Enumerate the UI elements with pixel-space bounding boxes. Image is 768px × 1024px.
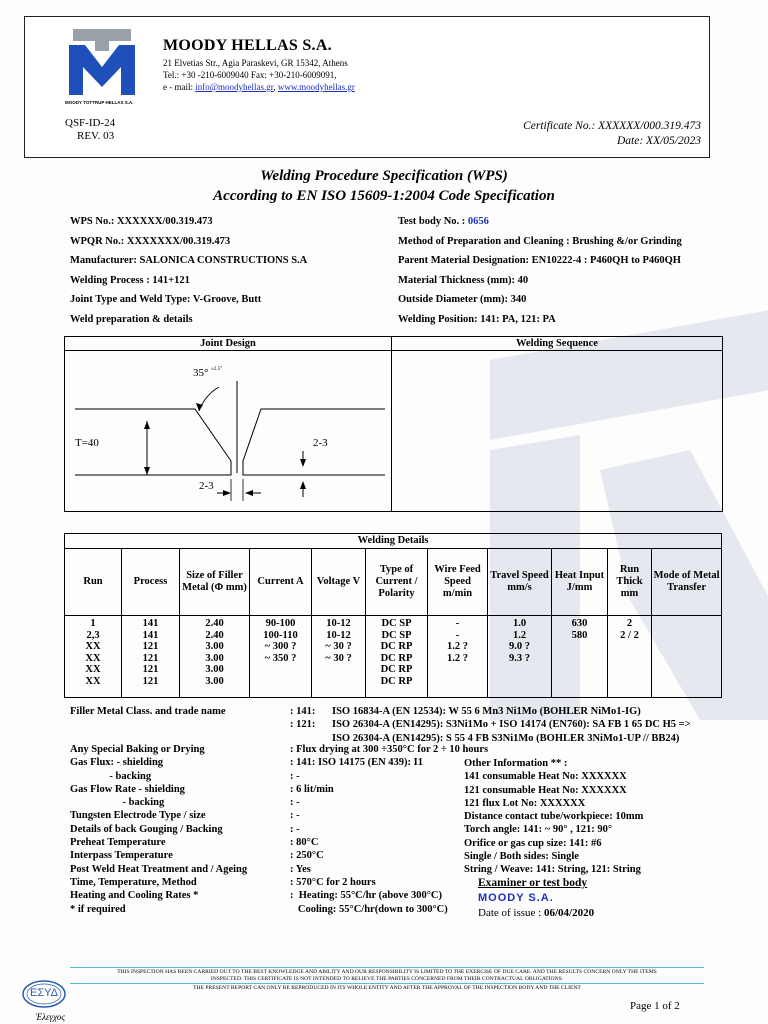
- welding-details-cell: [653, 641, 720, 653]
- welding-details-cell: [251, 676, 310, 688]
- company-name: MOODY HELLAS S.A.: [163, 37, 332, 54]
- parameter-value: : 250°C: [290, 850, 324, 862]
- root-gap-label: 2-3: [199, 480, 214, 492]
- welding-details-header-cell: Voltage V: [312, 549, 366, 616]
- email-prefix: e - mail:: [163, 82, 196, 92]
- welding-details-table: [64, 533, 722, 698]
- parameter-values: [290, 743, 488, 916]
- welding-details-cell: -: [455, 618, 460, 629]
- parameter-label: Post Weld Heat Treatment and / Ageing: [70, 863, 248, 875]
- welding-details-cell: [609, 676, 650, 688]
- welding-details-cell: DC SP: [381, 618, 412, 629]
- other-info-item: Distance contact tube/workpiece: 10mm: [464, 811, 644, 823]
- welding-details-cell: ~ 30 ?: [325, 641, 352, 652]
- wpqr-number: WPQR No.: XXXXXXX/00.319.473: [70, 235, 231, 247]
- weld-preparation: Weld preparation & details: [70, 313, 193, 325]
- welding-details-column: [65, 616, 122, 698]
- welding-details-cell: [429, 676, 486, 688]
- wps-fields-left: [70, 212, 307, 329]
- parameter-value: : -: [290, 823, 300, 835]
- welding-details-header-cell: Travel Speed mm/s: [488, 549, 552, 616]
- welding-details-header-cell: Heat Input J/mm: [552, 549, 608, 616]
- esyd-accreditation-logo: [20, 978, 68, 1012]
- welding-details-cell: ~ 350 ?: [264, 652, 297, 664]
- examiner-title: Examiner or test body: [478, 877, 588, 889]
- filler-line-121: : 121: ISO 26304-A (EN14295): S3Ni1Mo + ISO 14174 (EN760): SA FB 1 65 DC H5 =>: [290, 719, 691, 731]
- welding-details-cell: [553, 641, 606, 653]
- filler-line-141: : 141: ISO 16834-A (EN 12534): W 55 6 Mn3 Ni1Mo (BOHLER NiMo1-IG): [290, 706, 641, 717]
- welding-details-column: [552, 616, 608, 698]
- parameter-label: - backing: [70, 770, 152, 782]
- company-phone: Tel.: +30 -210-6009040 Fax: +30-210-6009091,: [163, 70, 337, 80]
- welding-details-cell: DC RP: [380, 675, 413, 687]
- joint-type: Joint Type and Weld Type: V-Groove, Butt: [70, 294, 262, 305]
- company-address: 21 Elvetias Str., Agia Paraskevi, GR 15342, Athens: [163, 58, 348, 68]
- welding-details-cell: 580: [571, 629, 588, 641]
- welding-details-cell: [251, 664, 310, 676]
- parameter-value: : Flux drying at 300 ÷350°C for 2 ÷ 10 hours: [290, 744, 489, 755]
- parameter-label: * if required: [70, 903, 126, 915]
- bevel-angle-tolerance: ±2.5°: [211, 367, 223, 372]
- other-info-item: Single / Both sides: Single: [464, 851, 579, 863]
- issue-date-label: Date of issue :: [478, 907, 544, 919]
- parameter-value: : 80°C: [290, 837, 319, 849]
- wps-fields-right: [398, 212, 682, 329]
- issue-date: 06/04/2020: [543, 907, 595, 919]
- welding-details-cell: 1.2 ?: [447, 641, 468, 652]
- welding-details-cell: 630: [571, 618, 588, 629]
- welding-details-cell: ~ 300 ?: [264, 641, 297, 652]
- welding-details-header-cell: Run: [65, 549, 122, 616]
- welding-details-cell: 10-12: [326, 629, 351, 641]
- other-info-item: String / Weave: 141: String, 121: String: [464, 864, 641, 876]
- welding-details-cell: 1.0: [512, 618, 527, 629]
- welding-details-header-cell: Mode of Metal Transfer: [652, 549, 722, 616]
- company-contact: e - mail: info@moodyhellas.gr, www.moodyhellas.gr: [163, 82, 355, 92]
- welding-details-cell: 2,3: [86, 629, 100, 641]
- wps-number: WPS No.: XXXXXX/00.319.473: [70, 216, 213, 227]
- other-info-item: 121 consumable Heat No: XXXXXX: [464, 784, 627, 796]
- test-body-label: Test body No. :: [398, 216, 468, 227]
- certificate-date: Date: XX/05/2023: [617, 135, 701, 147]
- welding-details-column: [428, 616, 488, 698]
- welding-details-column: [122, 616, 180, 698]
- esyd-caption: Έλεγχος: [36, 1012, 66, 1022]
- certificate-block: [523, 119, 701, 149]
- other-info-item: Orifice or gas cup size: 141: #6: [464, 837, 602, 849]
- bevel-angle-label: [193, 367, 222, 379]
- parameter-value: : -: [290, 797, 300, 809]
- joint-design-header: Joint Design: [200, 338, 256, 349]
- welding-details-cell: -: [455, 629, 460, 641]
- welding-details-cell: [653, 664, 720, 676]
- parameter-label: Tungsten Electrode Type / size: [70, 810, 206, 822]
- welding-details-cell: [653, 618, 720, 630]
- welding-details-cell: 10-12: [326, 618, 351, 629]
- welding-details-cell: [489, 676, 550, 688]
- welding-details-cell: [313, 676, 364, 688]
- welding-details-cell: 9.0 ?: [509, 641, 530, 652]
- filler-metal-values: [290, 705, 691, 745]
- welding-details-cell: 121: [142, 652, 159, 664]
- welding-details-column: [488, 616, 552, 698]
- parameter-label: Any Special Baking or Drying: [70, 744, 205, 755]
- footer-rule-bottom: [70, 983, 704, 984]
- document-title: [0, 166, 768, 206]
- welding-details-cell: [553, 664, 606, 676]
- welding-details-header-cell: Type of Current / Polarity: [366, 549, 428, 616]
- title-line-2: According to EN ISO 15609-1:2004 Code Specification: [213, 188, 555, 204]
- parameter-label: Time, Temperature, Method: [70, 876, 197, 888]
- parameter-value: : 570°C for 2 hours: [290, 876, 376, 888]
- footer-disclaimer-1: THIS INSPECTION HAS BEEN CARRIED OUT TO THE BEST KNOWLEDGE AND ABILITY AND OUR RESPONSIBILITY IS LIMITED TO THE EXERCISE OF DUE CARE. AND THE RESULTS CONCERN ONLY THE ITEMS: [117, 969, 657, 975]
- test-body-value: 0656: [467, 216, 489, 227]
- welding-details-cell: [553, 676, 606, 688]
- doc-rev: REV. 03: [77, 130, 115, 142]
- welding-details-cell: XX: [85, 652, 101, 664]
- welding-details-cell: 3.00: [205, 664, 224, 675]
- welding-sequence-header: Welding Sequence: [516, 338, 598, 349]
- welding-details-cell: 1.2 ?: [447, 652, 468, 664]
- welding-details-cell: 2.40: [205, 618, 224, 629]
- welding-details-header-row: [65, 549, 722, 616]
- design-divider: [391, 337, 392, 511]
- welding-details-cell: XX: [85, 664, 101, 675]
- footer-disclaimer-3: THE PRESENT REPORT CAN ONLY BE REPRODUCED IN ITS WHOLE ENTITY AND AFTER THE APPROVAL OF THE INSPECTION BODY AND THE CLIENT: [193, 985, 581, 991]
- logo-caption: MOODY TOTTRUP HELLAS S.A.: [65, 100, 134, 105]
- parameter-label: Interpass Temperature: [70, 850, 173, 862]
- esyd-logo-text: ΕΣΥΔ: [29, 987, 58, 999]
- welding-details-cell: 3.00: [205, 641, 224, 652]
- welding-details-cell: [653, 676, 720, 688]
- email-link[interactable]: info@moodyhellas.gr: [195, 82, 274, 92]
- welding-details-cell: [609, 641, 650, 653]
- manufacturer: Manufacturer: SALONICA CONSTRUCTIONS S.A: [70, 255, 308, 266]
- welding-details-title: Welding Details: [65, 534, 722, 549]
- parameter-labels: [70, 743, 247, 916]
- welding-details-cell: DC RP: [380, 652, 413, 664]
- welding-details-cell: 121: [142, 675, 159, 687]
- welding-details-body: [65, 616, 722, 698]
- preparation-method: Method of Preparation and Cleaning : Brushing &/or Grinding: [398, 235, 682, 247]
- outside-diameter: Outside Diameter (mm): 340: [398, 294, 527, 305]
- welding-details-cell: 3.00: [205, 675, 224, 687]
- welding-details-cell: [653, 630, 720, 642]
- welding-details-cell: [653, 653, 720, 665]
- parameter-label: Details of back Gouging / Backing: [70, 823, 223, 835]
- welding-details-cell: 2.40: [205, 629, 224, 641]
- welding-details-cell: 141: [142, 618, 159, 629]
- welding-details-cell: XX: [85, 675, 101, 687]
- welding-details-cell: 1.2: [512, 629, 527, 641]
- welding-details-cell: [609, 664, 650, 676]
- bevel-angle: 35°: [193, 367, 209, 379]
- welding-details-header-cell: Process: [122, 549, 180, 616]
- parameter-label: Gas Flux: - shielding: [70, 757, 164, 769]
- welding-details-cell: [429, 664, 486, 676]
- welding-details-header-cell: Run Thick mm: [608, 549, 652, 616]
- examiner-name: MOODY S.A.: [478, 892, 554, 904]
- parameter-value: : -: [290, 770, 300, 782]
- welding-details-cell: 2 / 2: [620, 629, 639, 641]
- filler-metal-label: Filler Metal Class. and trade name: [70, 706, 226, 717]
- certificate-number: Certificate No.: XXXXXX/000.319.473: [523, 120, 701, 132]
- welding-details-cell: 3.00: [205, 652, 224, 664]
- welding-position: Welding Position: 141: PA, 121: PA: [398, 313, 556, 325]
- other-info-item: 121 flux Lot No: XXXXXX: [464, 797, 586, 809]
- footer-disclaimer-2: INSPECTED. THIS CERTIFICATE IS NOT INTENDED TO RELIEVE THE PARTIES CONCERNED FROM THEIR CONTRACTUAL OBLIGATIONS.: [210, 976, 564, 982]
- welding-details-column: [250, 616, 312, 698]
- other-information: [464, 757, 643, 877]
- welding-process: Welding Process : 141+121: [70, 274, 190, 286]
- welding-details-cell: 1: [90, 618, 96, 629]
- parameter-label: Gas Flow Rate - shielding: [70, 783, 185, 795]
- other-info-item: Torch angle: 141: ~ 90° , 121: 90°: [464, 824, 613, 836]
- welding-details-cell: [313, 664, 364, 676]
- parameter-value: Cooling: 55°C/hr(down to 300°C): [290, 903, 448, 915]
- website-link[interactable]: www.moodyhellas.gr: [277, 82, 355, 92]
- welding-details-header-cell: Wire Feed Speed m/min: [428, 549, 488, 616]
- welding-details-cell: DC RP: [380, 641, 413, 652]
- welding-details-column: [652, 616, 722, 698]
- welding-details-header-cell: Current A: [250, 549, 312, 616]
- other-info-title: Other Information ** :: [464, 758, 568, 769]
- parameter-value: : 6 lit/min: [290, 783, 334, 795]
- parameter-label: Heating and Cooling Rates *: [70, 890, 199, 902]
- welding-details-column: [312, 616, 366, 698]
- welding-details-cell: DC RP: [380, 664, 413, 675]
- header-box: [24, 16, 710, 158]
- parent-material: Parent Material Designation: EN10222-4 : P460QH to P460QH: [398, 255, 681, 266]
- moody-m-logo-icon: [67, 27, 137, 97]
- thickness-label: T=40: [75, 437, 99, 449]
- welding-details-column: [608, 616, 652, 698]
- parameter-value: : Yes: [290, 863, 311, 875]
- welding-details-cell: [609, 653, 650, 665]
- welding-details-column: [366, 616, 428, 698]
- welding-details-header-cell: Size of Filler Metal (Φ mm): [180, 549, 250, 616]
- footer-rule-top: [70, 967, 704, 968]
- welding-details-cell: 2: [626, 618, 633, 629]
- parameter-value: : 141: ISO 14175 (EN 439): I1: [290, 757, 423, 769]
- material-thickness: Material Thickness (mm): 40: [398, 274, 529, 286]
- parameter-value: : Heating: 55°C/hr (above 300°C): [290, 890, 442, 902]
- welding-details-cell: [489, 664, 550, 676]
- welding-details-cell: DC SP: [381, 629, 412, 641]
- welding-details-cell: 141: [142, 629, 159, 641]
- welding-details-cell: 9.3 ?: [509, 652, 530, 664]
- welding-details-cell: 90-100: [265, 618, 296, 629]
- welding-details-cell: 121: [142, 664, 159, 675]
- welding-details-cell: XX: [85, 641, 101, 652]
- design-sequence-box: [64, 336, 723, 512]
- welding-details-column: [180, 616, 250, 698]
- parameter-label: - backing: [70, 797, 165, 809]
- other-info-item: 141 consumable Heat No: XXXXXX: [464, 771, 627, 783]
- parameter-value: : -: [290, 810, 300, 822]
- doc-id: QSF-ID-24: [65, 117, 116, 129]
- title-line-1: Welding Procedure Specification (WPS): [260, 168, 508, 184]
- joint-design-drawing: [65, 351, 391, 511]
- welding-details-cell: 100-110: [263, 629, 298, 641]
- filler-line-121-alt: ISO 26304-A (EN14295): S 55 4 FB S3Ni1Mo (BOHLER 3NiMo1-UP // BB24): [332, 732, 680, 744]
- issue-date-line: [478, 907, 594, 919]
- welding-details-cell: ~ 30 ?: [325, 652, 352, 664]
- root-face-label: 2-3: [313, 437, 328, 449]
- welding-details-cell: [553, 653, 606, 665]
- welding-details-cell: 121: [142, 641, 159, 652]
- test-body: [398, 212, 682, 232]
- parameter-label: Preheat Temperature: [70, 837, 166, 849]
- page-number: Page 1 of 2: [630, 1000, 680, 1012]
